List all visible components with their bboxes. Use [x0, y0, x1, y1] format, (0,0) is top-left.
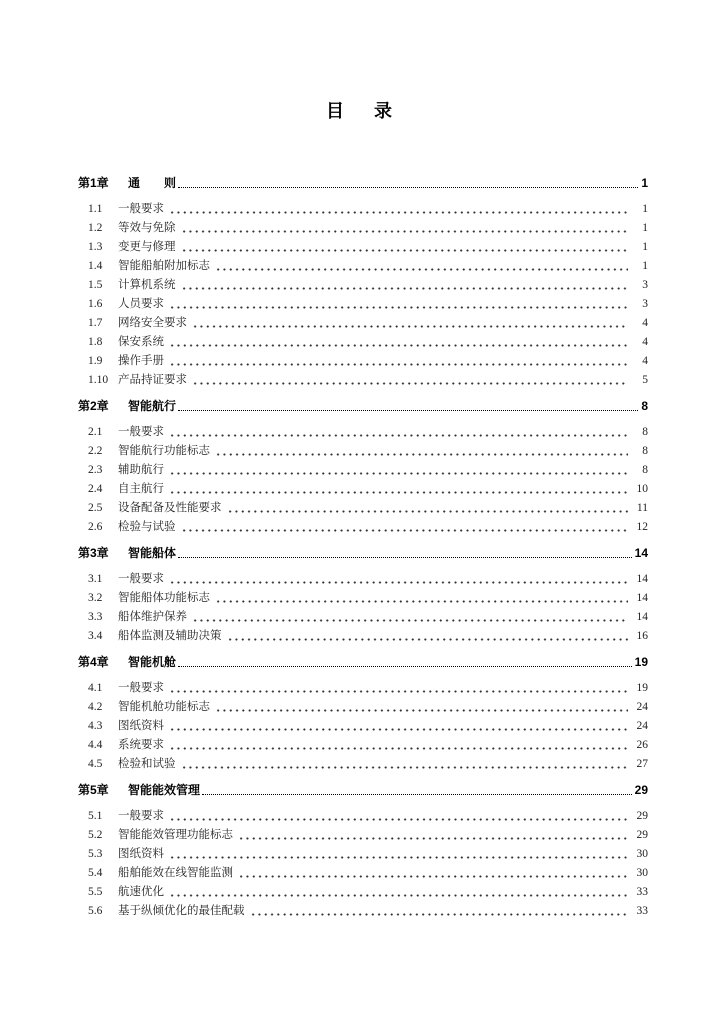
toc-chapter-row[interactable]: [78, 174, 648, 193]
toc-section-row[interactable]: [78, 807, 648, 826]
toc-section-row[interactable]: [78, 480, 648, 499]
dot-leader: [215, 453, 628, 456]
section-title: 产品持证要求: [118, 374, 187, 386]
section-title: 计算机系统: [118, 279, 176, 291]
chapter-title: 智能机舱: [128, 655, 177, 669]
section-title: 系统要求: [118, 739, 164, 751]
toc-section-row[interactable]: [78, 333, 648, 352]
section-number: 2.2: [88, 445, 103, 457]
section-page-number: 29: [636, 810, 648, 822]
section-number: 2.4: [88, 483, 103, 495]
toc-chapter-row[interactable]: [78, 544, 648, 563]
section-page-number: 26: [636, 739, 648, 751]
chapter-page-number: 14: [634, 546, 648, 560]
section-page-number: 30: [636, 867, 648, 879]
section-number: 1.5: [88, 279, 103, 291]
section-page-number: 12: [636, 521, 648, 533]
section-title: 图纸资料: [118, 720, 164, 732]
section-page-number: 14: [636, 611, 648, 623]
section-page-number: 1: [642, 203, 648, 215]
toc-section-row[interactable]: [78, 219, 648, 238]
toc-section-row[interactable]: [78, 717, 648, 736]
chapter-number: 第1章: [78, 176, 109, 190]
dot-leader: [227, 638, 629, 641]
chapter-page-number: 1: [641, 176, 648, 190]
dot-leader: [178, 187, 638, 188]
chapter-number: 第2章: [78, 399, 109, 413]
section-page-number: 4: [642, 317, 648, 329]
toc-section-row[interactable]: [78, 371, 648, 390]
dot-leader: [181, 287, 629, 290]
toc-section-row[interactable]: [78, 442, 648, 461]
dot-leader: [178, 410, 638, 411]
section-title: 一般要求: [118, 810, 164, 822]
dot-leader: [169, 728, 628, 731]
section-title: 智能机舱功能标志: [118, 701, 210, 713]
toc-section-row[interactable]: [78, 238, 648, 257]
toc-section-row[interactable]: [78, 314, 648, 333]
section-title: 图纸资料: [118, 848, 164, 860]
dot-leader: [181, 249, 629, 252]
section-number: 1.8: [88, 336, 103, 348]
toc-section-row[interactable]: [78, 736, 648, 755]
section-page-number: 8: [642, 445, 648, 457]
chapter-title: 智能船体: [128, 546, 177, 560]
toc-section-row[interactable]: [78, 423, 648, 442]
section-number: 1.7: [88, 317, 103, 329]
section-number: 5.5: [88, 886, 103, 898]
section-page-number: 10: [636, 483, 648, 495]
chapter-title: 通 则: [128, 176, 177, 190]
section-title: 智能能效管理功能标志: [118, 829, 233, 841]
dot-leader: [178, 666, 632, 667]
dot-leader: [169, 747, 628, 750]
section-page-number: 14: [636, 573, 648, 585]
toc-section-row[interactable]: [78, 845, 648, 864]
section-number: 3.3: [88, 611, 103, 623]
toc-section-row[interactable]: [78, 570, 648, 589]
dot-leader: [169, 472, 628, 475]
dot-leader: [169, 581, 628, 584]
toc-section-row[interactable]: [78, 461, 648, 480]
toc-section-row[interactable]: [78, 679, 648, 698]
section-title: 检验与试验: [118, 521, 176, 533]
toc-title: 目 录: [326, 101, 398, 121]
dot-leader: [169, 306, 628, 309]
section-page-number: 27: [636, 758, 648, 770]
toc-section-row[interactable]: [78, 883, 648, 902]
toc-section-row[interactable]: [78, 755, 648, 774]
section-title: 辅助航行: [118, 464, 164, 476]
toc-section-row[interactable]: [78, 902, 648, 921]
section-page-number: 1: [642, 260, 648, 272]
section-number: 4.2: [88, 701, 103, 713]
section-title: 自主航行: [118, 483, 164, 495]
chapter-title: 智能能效管理: [128, 783, 201, 797]
section-page-number: 24: [636, 701, 648, 713]
toc-section-row[interactable]: [78, 276, 648, 295]
toc-section-row[interactable]: [78, 352, 648, 371]
dot-leader: [169, 818, 628, 821]
section-title: 一般要求: [118, 682, 164, 694]
toc-section-row[interactable]: [78, 608, 648, 627]
section-title: 网络安全要求: [118, 317, 187, 329]
section-title: 船体监测及辅助决策: [118, 630, 222, 642]
section-number: 2.6: [88, 521, 103, 533]
toc-section-row[interactable]: [78, 627, 648, 646]
dot-leader: [192, 382, 628, 385]
section-page-number: 24: [636, 720, 648, 732]
dot-leader: [169, 856, 628, 859]
section-title: 变更与修理: [118, 241, 176, 253]
section-title: 一般要求: [118, 426, 164, 438]
section-number: 2.5: [88, 502, 103, 514]
dot-leader: [181, 766, 629, 769]
section-title: 智能航行功能标志: [118, 445, 210, 457]
dot-leader: [227, 510, 629, 513]
section-number: 1.4: [88, 260, 103, 272]
toc-section-row[interactable]: [78, 200, 648, 219]
chapter-title: 智能航行: [128, 399, 177, 413]
dot-leader: [169, 344, 628, 347]
dot-leader: [238, 875, 628, 878]
section-title: 船体维护保养: [118, 611, 187, 623]
section-title: 设备配备及性能要求: [118, 502, 222, 514]
section-number: 5.1: [88, 810, 103, 822]
table-of-contents: [78, 167, 648, 921]
toc-section-row[interactable]: [78, 589, 648, 608]
toc-section-row[interactable]: [78, 518, 648, 537]
dot-leader: [169, 690, 628, 693]
section-number: 4.3: [88, 720, 103, 732]
section-number: 2.3: [88, 464, 103, 476]
toc-section-row[interactable]: [78, 864, 648, 883]
chapter-page-number: 29: [634, 783, 648, 797]
chapter-page-number: 8: [641, 399, 648, 413]
section-title: 一般要求: [118, 573, 164, 585]
chapter-number: 第3章: [78, 546, 109, 560]
section-number: 5.2: [88, 829, 103, 841]
section-page-number: 30: [636, 848, 648, 860]
toc-section-row[interactable]: [78, 295, 648, 314]
section-page-number: 29: [636, 829, 648, 841]
section-page-number: 11: [636, 502, 648, 514]
section-title: 保安系统: [118, 336, 164, 348]
dot-leader: [250, 913, 629, 916]
section-title: 船舶能效在线智能监测: [118, 867, 233, 879]
section-number: 5.3: [88, 848, 103, 860]
section-number: 1.10: [88, 374, 109, 386]
dot-leader: [178, 557, 632, 558]
section-page-number: 3: [642, 298, 648, 310]
dot-leader: [169, 434, 628, 437]
dot-leader: [181, 230, 629, 233]
section-number: 2.1: [88, 426, 103, 438]
section-title: 基于纵倾优化的最佳配载: [118, 905, 245, 917]
section-number: 1.6: [88, 298, 103, 310]
section-page-number: 8: [642, 464, 648, 476]
section-number: 1.3: [88, 241, 103, 253]
dot-leader: [202, 794, 632, 795]
section-page-number: 33: [636, 886, 648, 898]
dot-leader: [192, 619, 628, 622]
section-number: 4.1: [88, 682, 103, 694]
section-page-number: 3: [642, 279, 648, 291]
section-page-number: 1: [642, 222, 648, 234]
dot-leader: [169, 491, 628, 494]
chapter-number: 第4章: [78, 655, 109, 669]
dot-leader: [169, 894, 628, 897]
toc-chapter-row[interactable]: [78, 653, 648, 672]
section-title: 操作手册: [118, 355, 164, 367]
section-title: 检验和试验: [118, 758, 176, 770]
section-number: 3.4: [88, 630, 103, 642]
section-number: 1.2: [88, 222, 103, 234]
toc-chapter-row[interactable]: [78, 781, 648, 800]
toc-chapter-row[interactable]: [78, 397, 648, 416]
section-number: 1.9: [88, 355, 103, 367]
section-page-number: 19: [636, 682, 648, 694]
section-number: 5.4: [88, 867, 103, 879]
chapter-page-number: 19: [634, 655, 648, 669]
section-number: 3.2: [88, 592, 103, 604]
section-number: 4.5: [88, 758, 103, 770]
section-number: 1.1: [88, 203, 103, 215]
section-title: 航速优化: [118, 886, 164, 898]
section-title: 智能船舶附加标志: [118, 260, 210, 272]
section-page-number: 33: [636, 905, 648, 917]
toc-section-row[interactable]: [78, 698, 648, 717]
section-page-number: 1: [642, 241, 648, 253]
section-page-number: 16: [636, 630, 648, 642]
toc-section-row[interactable]: [78, 826, 648, 845]
dot-leader: [181, 529, 629, 532]
chapter-number: 第5章: [78, 783, 109, 797]
section-page-number: 5: [642, 374, 648, 386]
section-number: 3.1: [88, 573, 103, 585]
toc-section-row[interactable]: [78, 499, 648, 518]
dot-leader: [215, 268, 628, 271]
dot-leader: [169, 211, 628, 214]
section-title: 一般要求: [118, 203, 164, 215]
section-title: 等效与免除: [118, 222, 176, 234]
section-title: 人员要求: [118, 298, 164, 310]
section-number: 4.4: [88, 739, 103, 751]
dot-leader: [238, 837, 628, 840]
toc-section-row[interactable]: [78, 257, 648, 276]
section-page-number: 14: [636, 592, 648, 604]
section-title: 智能船体功能标志: [118, 592, 210, 604]
section-number: 5.6: [88, 905, 103, 917]
section-page-number: 8: [642, 426, 648, 438]
dot-leader: [169, 363, 628, 366]
dot-leader: [215, 600, 628, 603]
section-page-number: 4: [642, 336, 648, 348]
dot-leader: [215, 709, 628, 712]
dot-leader: [192, 325, 628, 328]
section-page-number: 4: [642, 355, 648, 367]
